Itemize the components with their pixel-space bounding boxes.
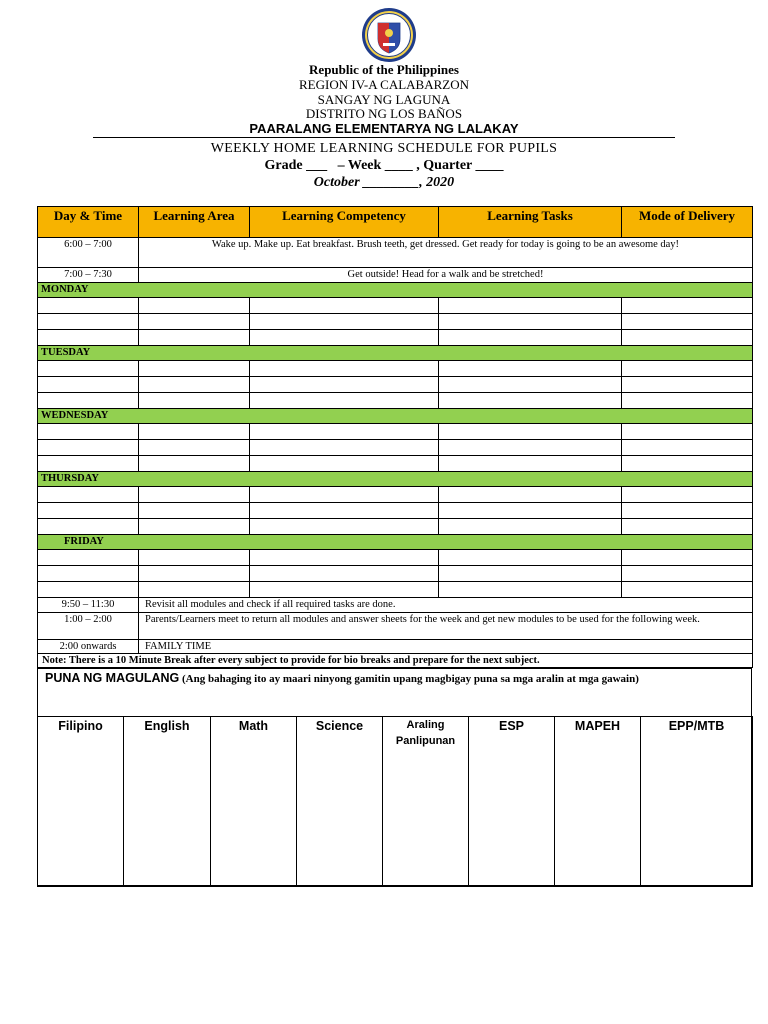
day-row-friday [38,535,753,550]
entry-cell[interactable] [622,330,753,346]
activity-cell: Parents/Learners meet to return all modules and answer sheets for the week and get new modules to be used for the following week. [139,613,753,640]
header-divider [93,137,675,138]
entry-cell[interactable] [139,456,250,472]
entry-cell[interactable] [439,550,622,566]
break-note: Note: There is a 10 Minute Break after every subject to provide for bio breaks and prepare for the next subject. [38,654,753,668]
entry-cell[interactable] [439,377,622,393]
blank-row [38,550,753,566]
parent-comments-heading [45,671,745,687]
day-row-monday [38,283,753,298]
entry-cell[interactable] [250,456,439,472]
activity-cell: Get outside! Head for a walk and be stretched! [139,268,753,283]
entry-cell[interactable] [439,503,622,519]
parent-comments-title: PUNA NG MAGULANG [45,671,180,685]
entry-cell[interactable] [250,314,439,330]
entry-cell[interactable] [622,440,753,456]
subject-science[interactable]: Science [297,717,383,887]
entry-cell[interactable] [139,440,250,456]
entry-cell[interactable] [250,393,439,409]
schedule-row-morning-2 [38,268,753,283]
entry-cell[interactable] [38,566,139,582]
activity-cell: FAMILY TIME [139,640,753,654]
col-mode-of-delivery: Mode of Delivery [622,207,753,238]
entry-cell[interactable] [622,377,753,393]
entry-cell[interactable] [439,582,622,598]
blank-row [38,519,753,535]
entry-cell[interactable] [38,582,139,598]
col-day-time: Day & Time [38,207,139,238]
entry-cell[interactable] [439,393,622,409]
entry-cell[interactable] [250,566,439,582]
blank-row [38,487,753,503]
subject-math[interactable]: Math [211,717,297,887]
subject-esp[interactable]: ESP [469,717,555,887]
entry-cell[interactable] [439,330,622,346]
entry-cell[interactable] [139,424,250,440]
entry-cell[interactable] [622,503,753,519]
entry-cell[interactable] [38,298,139,314]
day-row-thursday [38,472,753,487]
entry-cell[interactable] [250,440,439,456]
schedule-table [37,206,753,668]
day-label: TUESDAY [38,346,753,361]
day-label: THURSDAY [38,472,753,487]
blank-row [38,361,753,377]
subject-mapeh[interactable]: MAPEH [555,717,641,887]
entry-cell[interactable] [622,566,753,582]
blank-row [38,377,753,393]
entry-cell[interactable] [139,582,250,598]
schedule-row-afternoon-2 [38,613,753,640]
entry-cell[interactable] [38,456,139,472]
entry-cell[interactable] [250,503,439,519]
entry-cell[interactable] [38,487,139,503]
blank-row [38,503,753,519]
entry-cell[interactable] [38,550,139,566]
entry-cell[interactable] [622,393,753,409]
entry-cell[interactable] [439,487,622,503]
entry-cell[interactable] [139,550,250,566]
entry-cell[interactable] [250,424,439,440]
schedule-row-morning-1 [38,238,753,268]
entry-cell[interactable] [139,361,250,377]
header-republic: Republic of the Philippines [309,62,459,77]
entry-cell[interactable] [139,314,250,330]
entry-cell[interactable] [439,456,622,472]
day-row-wednesday [38,409,753,424]
time-cell: 9:50 – 11:30 [38,598,139,613]
activity-cell: Wake up. Make up. Eat breakfast. Brush teeth, get dressed. Get ready for today is going to be an awesome day! [139,238,753,268]
time-cell: 2:00 onwards [38,640,139,654]
header-district: DISTRITO NG LOS BAÑOS [305,106,463,121]
entry-cell[interactable] [622,550,753,566]
entry-cell[interactable] [139,377,250,393]
day-row-tuesday [38,346,753,361]
blank-row [38,424,753,440]
entry-cell[interactable] [622,487,753,503]
subject-english[interactable]: English [124,717,211,887]
activity-cell: Revisit all modules and check if all required tasks are done. [139,598,753,613]
entry-cell[interactable] [622,582,753,598]
day-label: MONDAY [38,283,753,298]
entry-cell[interactable] [139,519,250,535]
subject-araling-panlipunan[interactable]: Araling Panlipunan [383,717,469,887]
subject-epp-mtb[interactable]: EPP/MTB [641,717,753,887]
entry-cell[interactable] [250,298,439,314]
entry-cell[interactable] [38,503,139,519]
blank-row [38,440,753,456]
entry-cell[interactable] [439,298,622,314]
entry-cell[interactable] [38,377,139,393]
header-school: PAARALANG ELEMENTARYA NG LALAKAY [249,121,519,136]
entry-cell[interactable] [250,330,439,346]
entry-cell[interactable] [250,582,439,598]
blank-row [38,330,753,346]
entry-cell[interactable] [622,456,753,472]
entry-cell[interactable] [38,519,139,535]
entry-cell[interactable] [139,566,250,582]
subject-comments-table [37,716,753,887]
parent-comments-section [37,668,752,886]
blank-row [38,582,753,598]
subject-filipino[interactable]: Filipino [38,717,124,887]
entry-cell[interactable] [250,519,439,535]
entry-cell[interactable] [250,487,439,503]
entry-cell[interactable] [38,424,139,440]
day-label: WEDNESDAY [38,409,753,424]
parent-comments-subtitle: (Ang bahaging ito ay maari ninyong gamitin upang magbigay puna sa mga aralin at mga gawain) [182,673,639,685]
blank-row [38,298,753,314]
grade-week-quarter-line: Grade ___ – Week ____ , Quarter ____ [264,158,504,173]
entry-cell[interactable] [139,503,250,519]
entry-cell[interactable] [139,330,250,346]
col-learning-area: Learning Area [139,207,250,238]
blank-row [38,393,753,409]
entry-cell[interactable] [439,519,622,535]
entry-cell[interactable] [439,314,622,330]
blank-row [38,314,753,330]
entry-cell[interactable] [139,393,250,409]
schedule-header-row [38,207,753,238]
entry-cell[interactable] [38,330,139,346]
entry-cell[interactable] [622,361,753,377]
entry-cell[interactable] [139,487,250,503]
note-row [38,654,753,668]
schedule-row-afternoon-3 [38,640,753,654]
entry-cell[interactable] [439,424,622,440]
entry-cell[interactable] [439,440,622,456]
blank-row [38,566,753,582]
document-title: WEEKLY HOME LEARNING SCHEDULE FOR PUPILS [210,141,558,156]
day-label: FRIDAY [38,535,753,550]
entry-cell[interactable] [622,519,753,535]
entry-cell[interactable] [139,298,250,314]
deped-seal-logo [355,6,423,64]
col-learning-tasks: Learning Tasks [439,207,622,238]
col-learning-competency: Learning Competency [250,207,439,238]
entry-cell[interactable] [439,566,622,582]
entry-cell[interactable] [38,361,139,377]
date-line: October ________, 2020 [313,175,455,190]
entry-cell[interactable] [439,361,622,377]
entry-cell[interactable] [622,424,753,440]
entry-cell[interactable] [250,377,439,393]
entry-cell[interactable] [38,393,139,409]
entry-cell[interactable] [38,440,139,456]
schedule-row-afternoon-1 [38,598,753,613]
entry-cell[interactable] [622,298,753,314]
time-cell: 1:00 – 2:00 [38,613,139,640]
entry-cell[interactable] [250,361,439,377]
header-region: REGION IV-A CALABARZON [299,77,469,92]
blank-row [38,456,753,472]
header-division: SANGAY NG LAGUNA [317,92,451,107]
time-cell: 6:00 – 7:00 [38,238,139,268]
entry-cell[interactable] [38,314,139,330]
entry-cell[interactable] [622,314,753,330]
time-cell: 7:00 – 7:30 [38,268,139,283]
entry-cell[interactable] [250,550,439,566]
